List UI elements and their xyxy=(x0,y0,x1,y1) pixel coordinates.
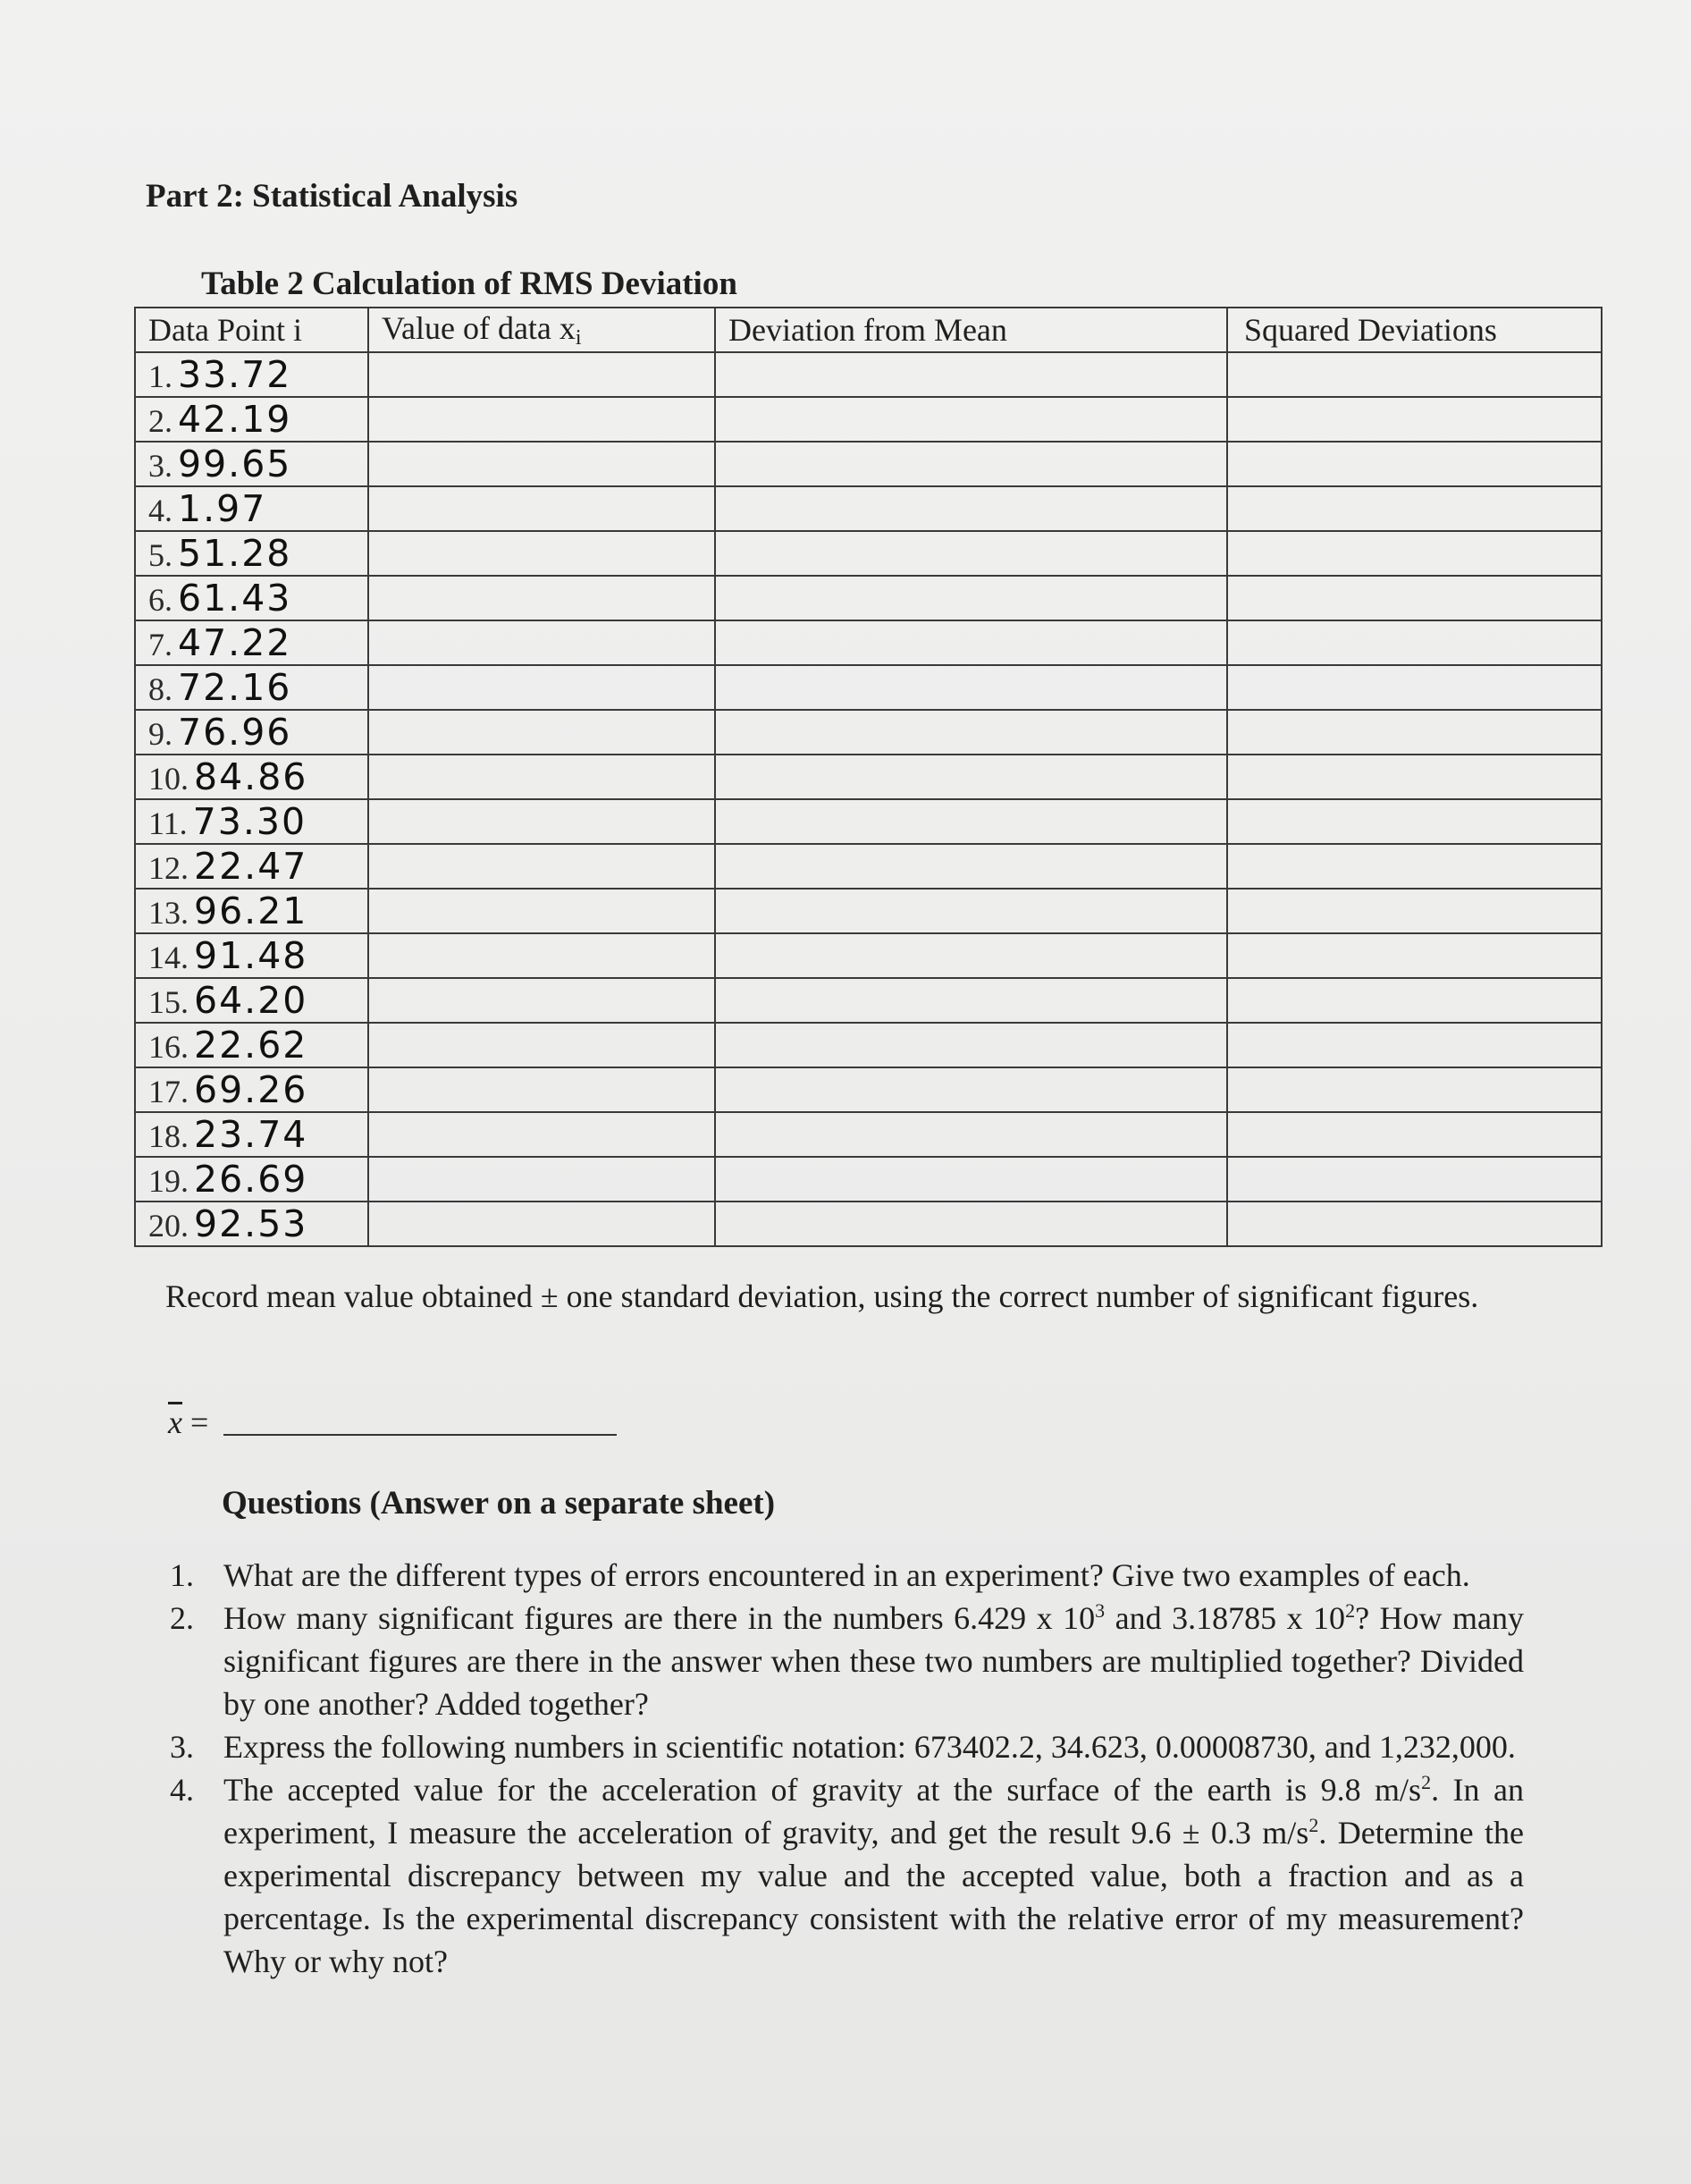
data-point-cell xyxy=(135,889,368,933)
question-text: Express the following numbers in scientific notation: 673402.2, 34.623, 0.00008730, and 1,232,000. xyxy=(223,1729,1516,1765)
table-caption: Table 2 Calculation of RMS Deviation xyxy=(201,266,737,302)
value-cell[interactable] xyxy=(368,933,715,978)
question-number: 3. xyxy=(170,1729,194,1765)
value-cell[interactable] xyxy=(368,1157,715,1202)
table-row xyxy=(135,889,1602,933)
header-deviation: Deviation from Mean xyxy=(715,308,1227,352)
data-point-index: 2. xyxy=(148,403,172,439)
deviation-cell[interactable] xyxy=(715,442,1227,486)
data-point-cell xyxy=(135,1112,368,1157)
squared-deviation-cell[interactable] xyxy=(1227,755,1602,799)
value-cell[interactable] xyxy=(368,755,715,799)
header-squared-deviation: Squared Deviations xyxy=(1227,308,1602,352)
data-point-cell xyxy=(135,710,368,755)
question-number: 4. xyxy=(170,1772,194,1808)
table-body xyxy=(135,352,1602,1246)
data-point-index: 17. xyxy=(148,1074,189,1109)
squared-deviation-cell[interactable] xyxy=(1227,576,1602,620)
data-point-cell xyxy=(135,799,368,844)
squared-deviation-cell[interactable] xyxy=(1227,933,1602,978)
squared-deviation-cell[interactable] xyxy=(1227,1023,1602,1067)
table-row xyxy=(135,576,1602,620)
value-cell[interactable] xyxy=(368,889,715,933)
data-point-index: 20. xyxy=(148,1208,189,1244)
value-cell[interactable] xyxy=(368,620,715,665)
handwritten-value: 73.30 xyxy=(192,800,307,843)
value-cell[interactable] xyxy=(368,576,715,620)
data-point-cell xyxy=(135,933,368,978)
data-point-index: 19. xyxy=(148,1163,189,1199)
squared-deviation-cell[interactable] xyxy=(1227,531,1602,576)
question-item xyxy=(165,1554,1524,1597)
value-cell[interactable] xyxy=(368,665,715,710)
table-row xyxy=(135,620,1602,665)
handwritten-value: 99.65 xyxy=(178,443,292,485)
squared-deviation-cell[interactable] xyxy=(1227,1112,1602,1157)
table-row xyxy=(135,844,1602,889)
handwritten-value: 47.22 xyxy=(178,621,292,664)
data-point-cell xyxy=(135,352,368,397)
value-cell[interactable] xyxy=(368,352,715,397)
handwritten-value: 61.43 xyxy=(178,577,292,620)
table-row xyxy=(135,1202,1602,1246)
deviation-cell[interactable] xyxy=(715,1202,1227,1246)
question-item xyxy=(165,1768,1524,1983)
table-row xyxy=(135,531,1602,576)
data-point-index: 5. xyxy=(148,537,172,573)
data-point-index: 11. xyxy=(148,805,188,841)
data-point-index: 12. xyxy=(148,850,189,886)
handwritten-value: 42.19 xyxy=(178,398,292,441)
handwritten-value: 64.20 xyxy=(194,979,308,1022)
table-row xyxy=(135,1112,1602,1157)
value-cell[interactable] xyxy=(368,710,715,755)
handwritten-value: 72.16 xyxy=(178,666,292,709)
question-item xyxy=(165,1725,1524,1768)
data-point-index: 4. xyxy=(148,493,172,528)
squared-deviation-cell[interactable] xyxy=(1227,710,1602,755)
deviation-cell[interactable] xyxy=(715,933,1227,978)
handwritten-value: 96.21 xyxy=(194,890,308,932)
mean-answer-line xyxy=(223,1434,617,1436)
instruction-text: Record mean value obtained ± one standard deviation, using the correct number of significant figures. xyxy=(165,1278,1479,1314)
value-cell[interactable] xyxy=(368,442,715,486)
table-row xyxy=(135,978,1602,1023)
table-row xyxy=(135,755,1602,799)
header-data-point: Data Point i xyxy=(135,308,368,352)
deviation-cell[interactable] xyxy=(715,620,1227,665)
questions-list xyxy=(165,1554,1524,1983)
value-cell[interactable] xyxy=(368,1112,715,1157)
question-text: What are the different types of errors encountered in an experiment? Give two examples of each. xyxy=(223,1557,1470,1593)
questions-title: Questions (Answer on a separate sheet) xyxy=(222,1485,776,1522)
deviation-cell[interactable] xyxy=(715,710,1227,755)
data-point-cell xyxy=(135,1202,368,1246)
squared-deviation-cell[interactable] xyxy=(1227,1157,1602,1202)
handwritten-value: 92.53 xyxy=(194,1202,308,1245)
question-text: How many significant figures are there in the numbers 6.429 x $10^3$ and 3.18785 x $10^2$? How many significant figures are there in the answer when these two numbers are multiplied together? Divided by one another? Added together? xyxy=(223,1599,1524,1722)
squared-deviation-cell[interactable] xyxy=(1227,889,1602,933)
question-number: 2. xyxy=(170,1600,194,1636)
data-point-cell xyxy=(135,1067,368,1112)
squared-deviation-cell[interactable] xyxy=(1227,799,1602,844)
table-row xyxy=(135,799,1602,844)
squared-deviation-cell[interactable] xyxy=(1227,1067,1602,1112)
data-point-index: 1. xyxy=(148,358,172,394)
value-cell[interactable] xyxy=(368,1067,715,1112)
value-cell[interactable] xyxy=(368,397,715,442)
question-item xyxy=(165,1597,1524,1725)
data-point-index: 6. xyxy=(148,582,172,618)
data-point-cell xyxy=(135,1157,368,1202)
table-row xyxy=(135,486,1602,531)
squared-deviation-cell[interactable] xyxy=(1227,352,1602,397)
data-point-index: 8. xyxy=(148,671,172,707)
deviation-cell[interactable] xyxy=(715,889,1227,933)
value-cell[interactable] xyxy=(368,531,715,576)
data-point-cell xyxy=(135,531,368,576)
handwritten-value: 51.28 xyxy=(178,532,292,575)
deviation-cell[interactable] xyxy=(715,665,1227,710)
squared-deviation-cell[interactable] xyxy=(1227,442,1602,486)
table-row xyxy=(135,352,1602,397)
value-cell[interactable] xyxy=(368,978,715,1023)
header-value: Value of data $x_i$ xyxy=(368,308,715,352)
deviation-cell[interactable] xyxy=(715,576,1227,620)
data-point-index: 15. xyxy=(148,984,189,1020)
squared-deviation-cell[interactable] xyxy=(1227,665,1602,710)
deviation-cell[interactable] xyxy=(715,844,1227,889)
data-point-cell xyxy=(135,486,368,531)
data-point-cell xyxy=(135,844,368,889)
value-cell[interactable] xyxy=(368,486,715,531)
squared-deviation-cell[interactable] xyxy=(1227,1202,1602,1246)
deviation-cell[interactable] xyxy=(715,531,1227,576)
data-point-cell xyxy=(135,442,368,486)
deviation-cell[interactable] xyxy=(715,1023,1227,1067)
value-cell[interactable] xyxy=(368,799,715,844)
header-value-subscript: i xyxy=(575,326,582,350)
table-row xyxy=(135,1067,1602,1112)
table-row xyxy=(135,933,1602,978)
deviation-cell[interactable] xyxy=(715,1112,1227,1157)
mean-label: $\overline{x}$ = xyxy=(168,1404,209,1440)
handwritten-value: 26.69 xyxy=(194,1158,308,1201)
handwritten-value: 91.48 xyxy=(194,934,308,977)
deviation-cell[interactable] xyxy=(715,1157,1227,1202)
table-row xyxy=(135,442,1602,486)
deviation-cell[interactable] xyxy=(715,397,1227,442)
data-point-cell xyxy=(135,576,368,620)
data-point-index: 16. xyxy=(148,1029,189,1065)
data-point-cell xyxy=(135,397,368,442)
question-number: 1. xyxy=(170,1557,194,1593)
handwritten-value: 69.26 xyxy=(194,1068,308,1111)
deviation-cell[interactable] xyxy=(715,755,1227,799)
deviation-cell[interactable] xyxy=(715,978,1227,1023)
data-point-index: 7. xyxy=(148,627,172,662)
deviation-cell[interactable] xyxy=(715,352,1227,397)
value-cell[interactable] xyxy=(368,1023,715,1067)
table-row xyxy=(135,1023,1602,1067)
deviation-cell[interactable] xyxy=(715,1067,1227,1112)
data-point-index: 3. xyxy=(148,448,172,484)
x-bar-symbol: $\overline{x}$ xyxy=(168,1404,182,1440)
table-row xyxy=(135,1157,1602,1202)
rms-deviation-table xyxy=(134,307,1603,1247)
handwritten-value: 1.97 xyxy=(178,487,267,530)
value-cell[interactable] xyxy=(368,844,715,889)
squared-deviation-cell[interactable] xyxy=(1227,978,1602,1023)
data-point-cell xyxy=(135,620,368,665)
data-point-index: 10. xyxy=(148,761,189,797)
deviation-cell[interactable] xyxy=(715,799,1227,844)
question-text: The accepted value for the acceleration of gravity at the surface of the earth is 9.8 $m/s^2$. In an experiment, I measure the acceleration of gravity, and get the result 9.6 ± 0.3 $m/s^2$. Determine the experimental discrepancy between my value and the accepted value, both a fraction and as a percentage. Is the experimental discrepancy consistent with the relative error of my measurement? Why or why not? xyxy=(223,1771,1524,1979)
data-point-index: 18. xyxy=(148,1118,189,1154)
data-point-cell xyxy=(135,978,368,1023)
data-point-index: 13. xyxy=(148,895,189,931)
table-row xyxy=(135,665,1602,710)
data-point-index: 9. xyxy=(148,716,172,752)
data-point-cell xyxy=(135,755,368,799)
squared-deviation-cell[interactable] xyxy=(1227,620,1602,665)
deviation-cell[interactable] xyxy=(715,486,1227,531)
squared-deviation-cell[interactable] xyxy=(1227,486,1602,531)
data-point-cell xyxy=(135,1023,368,1067)
table-row xyxy=(135,397,1602,442)
squared-deviation-cell[interactable] xyxy=(1227,397,1602,442)
handwritten-value: 22.62 xyxy=(194,1024,308,1067)
handwritten-value: 84.86 xyxy=(194,755,308,798)
table-header-row xyxy=(135,308,1602,352)
handwritten-value: 22.47 xyxy=(194,845,308,888)
handwritten-value: 23.74 xyxy=(194,1113,308,1156)
squared-deviation-cell[interactable] xyxy=(1227,844,1602,889)
value-cell[interactable] xyxy=(368,1202,715,1246)
section-title: Part 2: Statistical Analysis xyxy=(146,178,518,215)
data-point-cell xyxy=(135,665,368,710)
handwritten-value: 76.96 xyxy=(178,711,292,754)
table-row xyxy=(135,710,1602,755)
handwritten-value: 33.72 xyxy=(178,353,292,396)
data-point-index: 14. xyxy=(148,940,189,975)
